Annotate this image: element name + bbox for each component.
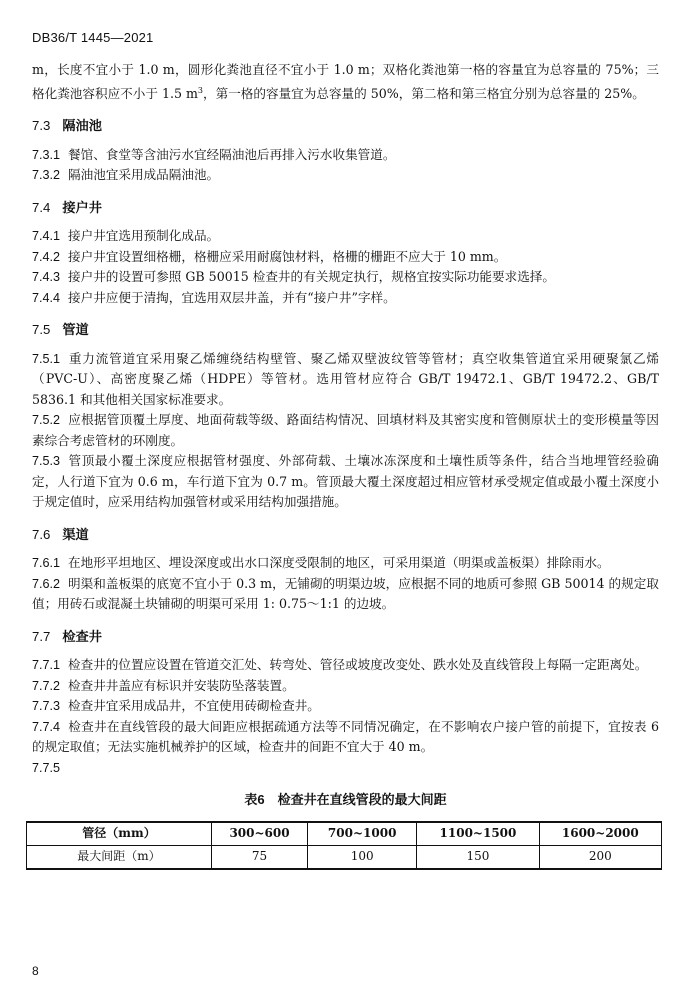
table-header-cell: 700~1000 <box>308 822 417 846</box>
clause-7-5-3: 7.5.3 管顶最小覆土深度应根据管材强度、外部荷载、土壤冰冻深度和土壤性质等条件，结合当地埋管经验确定，人行道下宜为 0.6 m，车行道下宜为 0.7 m。管顶最大覆土深度超过相应管材承受规定值或最小覆土深度小于规定值时，应采用结构加强管材或采用结构加强措施。 <box>32 453 659 510</box>
table-cell: 200 <box>539 845 661 869</box>
table-header-cell: 300~600 <box>212 822 308 846</box>
table-header-cell: 1600~2000 <box>539 822 661 846</box>
clause-7-4-3: 7.4.3 接户井的设置可参照 GB 50015 检查井的有关规定执行，规格宜按实际功能要求选择。 <box>32 269 555 285</box>
table-cell: 最大间距（m） <box>27 845 212 869</box>
clause-7-3-1: 7.3.1 餐馆、食堂等含油污水宜经隔油池后再排入污水收集管道。 <box>32 146 396 162</box>
table-cell: 100 <box>308 845 417 869</box>
section-heading-7-7: 7.7 检查井 <box>32 628 102 644</box>
table-header-row <box>27 822 662 846</box>
clause-7-7-5: 7.7.5 <box>32 760 61 775</box>
intro-paragraph <box>32 60 659 104</box>
clause-7-6-1: 7.6.1 在地形平坦地区、埋设深度或出水口深度受限制的地区，可采用渠道（明渠或盖板渠）排除雨水。 <box>32 555 610 571</box>
table-header-cell: 管径（mm） <box>27 822 212 846</box>
table-cell: 75 <box>212 845 308 869</box>
intro-text-pre: m，长度不宜小于 1.0 m，圆形化粪池直径不宜小于 1.0 m；双格化粪池第一格的容量宜为总容量的 75%；三格化粪池容积应不小于 1.5 m <box>32 62 659 101</box>
clause-7-7-1: 7.7.1 检查井的位置应设置在管道交汇处、转弯处、管径或坡度改变处、跌水处及直线管段上每隔一定距离处。 <box>32 657 648 673</box>
clause-7-7-4: 7.7.4 检查井在直线管段的最大间距应根据疏通方法等不同情况确定，在不影响农户接户管的前提下，宜按表 6 的规定取值；无法实施机械养护的区域，检查井的间距不宜大于 40 m。 <box>32 718 659 755</box>
table-header-cell: 1100~1500 <box>417 822 539 846</box>
table-cell: 150 <box>417 845 539 869</box>
clause-7-7-2: 7.7.2 检查井井盖应有标识并安装防坠落装置。 <box>32 677 295 693</box>
intro-text-post: ，第一格的容量宜为总容量的 50%，第二格和第三格宜分别为总容量的 25%。 <box>203 85 645 101</box>
table-row <box>27 845 662 869</box>
section-heading-7-4: 7.4 接户井 <box>32 199 102 215</box>
clause-7-4-4: 7.4.4 接户井应便于清掏，宜选用双层井盖，并有“接户井”字样。 <box>32 289 396 305</box>
clause-7-4-1: 7.4.1 接户井宜选用预制化成品。 <box>32 228 220 244</box>
section-heading-7-6: 7.6 渠道 <box>32 526 89 542</box>
clause-7-6-2: 7.6.2 明渠和盖板渠的底宽不宜小于 0.3 m，无铺砌的明渠边坡，应根据不同的地质可参照 GB 50014 的规定取值；用砖石或混凝土块铺砌的明渠可采用 1: 0.75～1:1 的边坡。 <box>32 575 659 612</box>
table-title: 表6 检查井在直线管段的最大间距 <box>244 792 447 808</box>
page-number: 8 <box>32 964 39 978</box>
superscript: 3 <box>197 85 204 95</box>
document-id-header: DB36/T 1445—2021 <box>32 30 154 45</box>
clause-7-3-2: 7.3.2 隔油池宜采用成品隔油池。 <box>32 167 220 183</box>
section-heading-7-5: 7.5 管道 <box>32 322 89 338</box>
document-body <box>32 60 659 870</box>
clause-7-7-3: 7.7.3 检查井宜采用成品井，不宜使用砖砌检查井。 <box>32 698 320 714</box>
clause-7-5-1: 7.5.1 重力流管道宜采用聚乙烯缠绕结构壁管、聚乙烯双壁波纹管等管材；真空收集管道宜采用硬聚氯乙烯（PVC-U）、高密度聚乙烯（HDPE）等管材。选用管材应符合 GB/T 19472.1、GB/T 19472.2、GB/T 5836.1 和其他相关国家标准要求。 <box>32 350 659 407</box>
section-heading-7-3: 7.3 隔油池 <box>32 118 102 134</box>
clause-7-4-2: 7.4.2 接户井宜设置细格栅，格栅应采用耐腐蚀材料，格栅的栅距不应大于 10 mm。 <box>32 248 507 264</box>
spacing-table <box>26 821 662 870</box>
clause-7-5-2: 7.5.2 应根据管顶覆土厚度、地面荷载等级、路面结构情况、回填材料及其密实度和管侧原状土的变形模量等因素综合考虑管材的环刚度。 <box>32 412 659 448</box>
